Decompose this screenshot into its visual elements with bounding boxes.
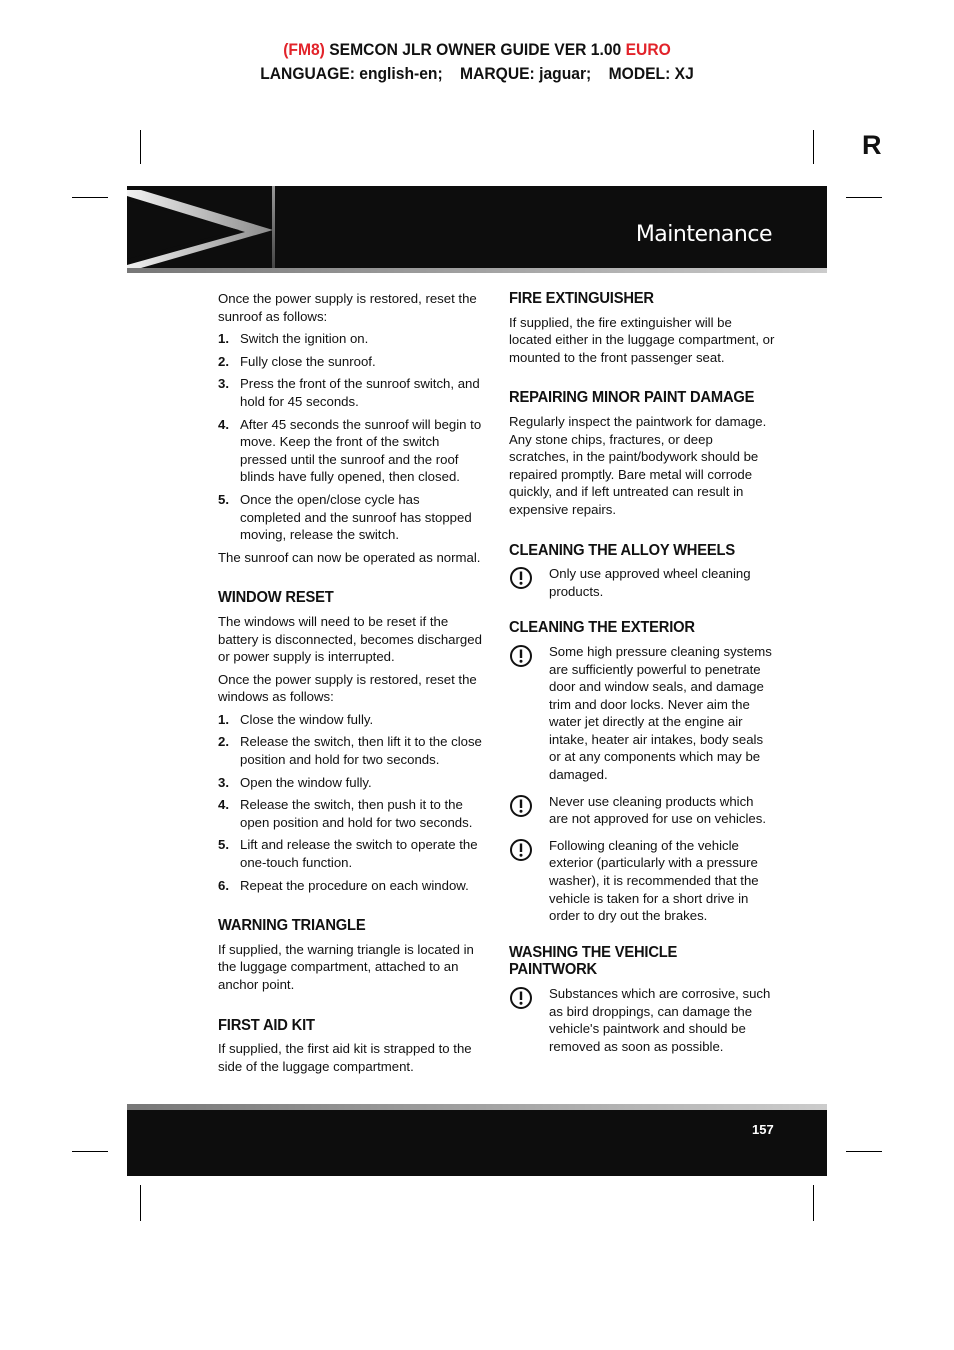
document-header-line1 <box>38 40 916 60</box>
list-item: 2. Fully close the sunroof. <box>218 353 376 369</box>
caution-icon <box>509 793 549 828</box>
caution-note: Following cleaning of the vehicle exterior (particularly with a pressure washer), it is recommended that the vehicle is taken for a short drive in order to dry out the brakes. <box>509 837 775 925</box>
sunroof-outro: The sunroof can now be operated as normal. <box>218 549 481 565</box>
right-column <box>509 290 775 1064</box>
crop-mark <box>72 1151 108 1152</box>
sunroof-steps-list <box>218 330 483 544</box>
caution-note: Substances which are corrosive, such as bird droppings, can damage the vehicle's paintwork and should be removed as soon as possible. <box>509 985 775 1055</box>
caution-icon <box>509 985 549 1055</box>
window-steps-list <box>218 711 483 894</box>
warning-triangle-text: If supplied, the warning triangle is located in the luggage compartment, attached to an anchor point. <box>218 941 474 992</box>
footer-bar <box>127 1110 827 1176</box>
paint-damage-text: Regularly inspect the paintwork for damage. Any stone chips, fractures, or deep scratches, in the paint/bodywork should be repaired promptly. Bare metal will corrode quickly, and if left untreated can result in expensive repairs. <box>509 413 767 517</box>
crop-mark <box>140 130 141 164</box>
caution-icon <box>509 837 549 925</box>
page-number: 157 <box>752 1122 774 1137</box>
crop-mark <box>846 1151 882 1152</box>
chevron-arrow-icon <box>127 186 273 268</box>
caution-note: Some high pressure cleaning systems are sufficiently powerful to penetrate door and window seals, and damage trim and door locks. Never aim the water jet directly at the engine air intake, heater air intakes, body seals or at any components which may be damaged. <box>509 643 775 784</box>
washing-heading: WASHING THE VEHICLE PAINTWORK <box>509 943 678 979</box>
fire-extinguisher-text: If supplied, the fire extinguisher will be located either in the luggage compartment, or mounted to the front passenger seat. <box>509 314 775 365</box>
header-code: (FM8) <box>283 40 325 59</box>
caution-icon <box>509 643 549 784</box>
left-column <box>218 290 483 1080</box>
caution-note: Only use approved wheel cleaning products. <box>509 565 775 600</box>
section-title: Maintenance <box>635 222 772 247</box>
list-item: 3. Open the window fully. <box>218 774 372 790</box>
list-item: 1. Close the window fully. <box>218 711 374 727</box>
crop-mark <box>72 197 108 198</box>
header-title: SEMCON JLR OWNER GUIDE VER 1.00 <box>329 40 622 59</box>
warning-triangle-heading: WARNING TRIANGLE <box>218 917 366 935</box>
document-header-line2: LANGUAGE: english-en; MARQUE: jaguar; MODEL: XJ <box>260 64 694 83</box>
sunroof-intro: Once the power supply is restored, reset the sunroof as follows: <box>218 291 477 324</box>
list-item: 5. Once the open/close cycle has completed and the sunroof has stopped moving, release the switch. <box>218 491 472 543</box>
crop-mark <box>846 197 882 198</box>
window-reset-para1: The windows will need to be reset if the battery is disconnected, becomes discharged or power supply is interrupted. <box>218 613 482 665</box>
caution-icon <box>509 565 549 600</box>
window-reset-heading: WINDOW RESET <box>218 589 334 607</box>
registration-mark: R <box>862 130 882 160</box>
banner-underline <box>127 268 827 273</box>
list-item: 4. After 45 seconds the sunroof will begin to move. Keep the front of the switch pressed until the sunroof and the roof blinds have fully opened, then closed. <box>218 416 482 485</box>
first-aid-text: If supplied, the first aid kit is strapped to the side of the luggage compartment. <box>218 1041 472 1074</box>
header-region: EURO <box>625 40 671 59</box>
banner-separator <box>272 186 275 268</box>
window-reset-para2: Once the power supply is restored, reset the windows as follows: <box>218 671 477 705</box>
paint-damage-heading: REPAIRING MINOR PAINT DAMAGE <box>509 389 755 407</box>
exterior-heading: CLEANING THE EXTERIOR <box>509 619 695 637</box>
crop-mark <box>140 1185 141 1221</box>
list-item: 2. Release the switch, then lift it to the close position and hold for two seconds. <box>218 734 482 768</box>
list-item: 4. Release the switch, then push it to the open position and hold for two seconds. <box>218 797 473 830</box>
crop-mark <box>813 1185 814 1221</box>
alloy-wheels-heading: CLEANING THE ALLOY WHEELS <box>509 541 735 559</box>
list-item: 5. Lift and release the switch to operate the one-touch function. <box>218 837 478 871</box>
fire-extinguisher-heading: FIRE EXTINGUISHER <box>509 290 654 307</box>
caution-note: Never use cleaning products which are not approved for use on vehicles. <box>509 793 775 828</box>
list-item: 3. Press the front of the sunroof switch, and hold for 45 seconds. <box>218 376 480 409</box>
list-item: 1. Switch the ignition on. <box>218 331 369 347</box>
first-aid-heading: FIRST AID KIT <box>218 1016 315 1034</box>
list-item: 6. Repeat the procedure on each window. <box>218 877 469 893</box>
crop-mark <box>813 130 814 164</box>
